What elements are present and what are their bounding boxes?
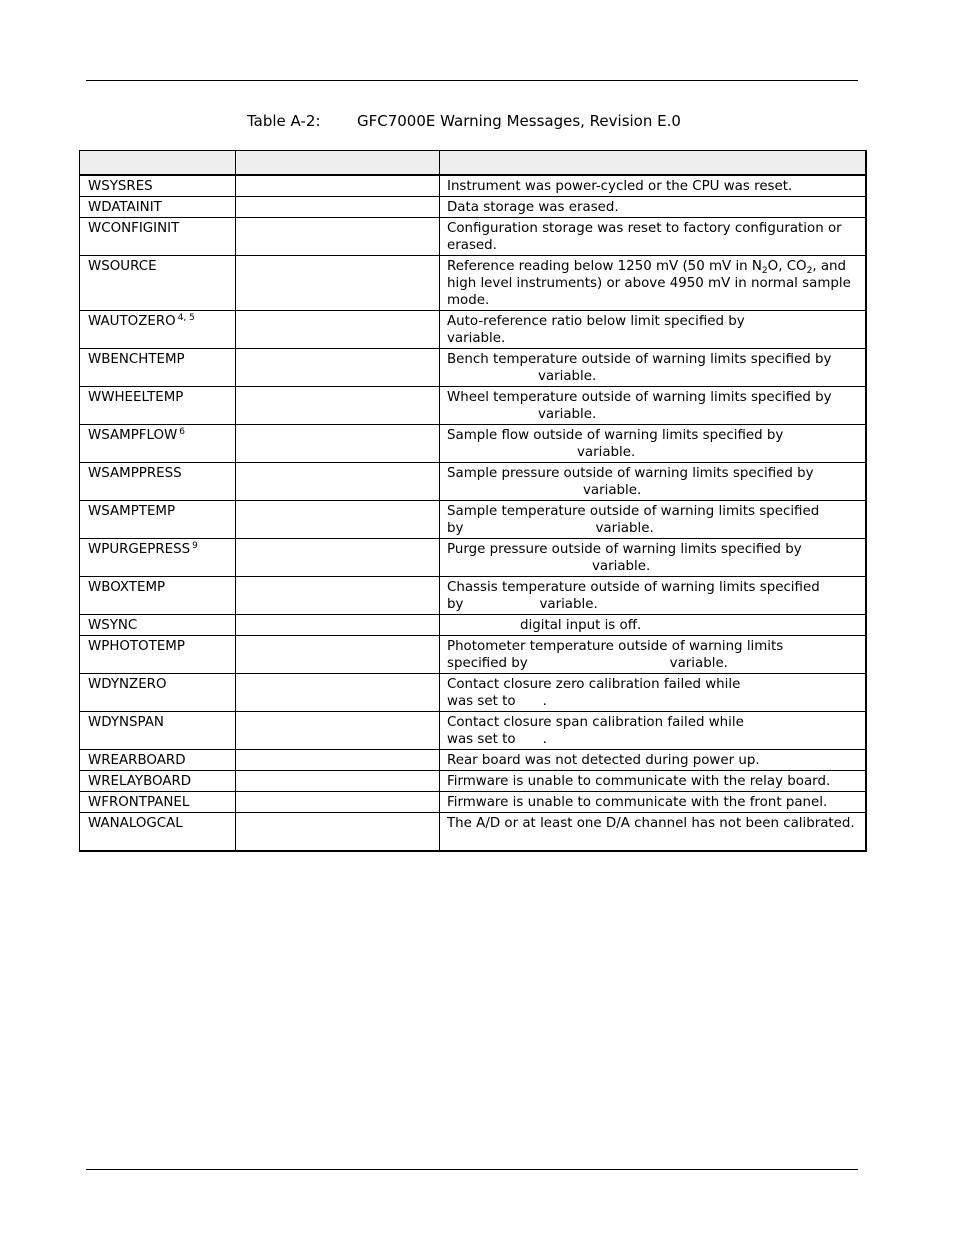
warning-setting-cell xyxy=(236,256,440,311)
warning-description-cell xyxy=(440,636,866,674)
table-row xyxy=(80,712,866,750)
footnote-ref: 9 xyxy=(192,541,198,551)
warning-description: Chassis temperature outside of warning limits specified xyxy=(447,580,820,595)
warning-description-lead: by xyxy=(447,597,464,612)
warning-description-cell xyxy=(440,256,866,311)
warning-name: WWHEELTEMP xyxy=(88,390,184,405)
footer-rule xyxy=(86,1169,858,1170)
warning-description-cell xyxy=(440,463,866,501)
warning-description: Contact closure span calibration failed while xyxy=(447,715,744,730)
footnote-ref: 6 xyxy=(179,427,185,437)
warning-setting-cell xyxy=(236,636,440,674)
warning-description: Contact closure zero calibration failed while xyxy=(447,677,741,692)
table-caption xyxy=(247,112,681,130)
warning-setting-cell xyxy=(236,712,440,750)
warning-setting-cell xyxy=(236,197,440,218)
warning-description-lead: by xyxy=(447,521,464,536)
warning-description-end: variable. xyxy=(538,407,597,422)
warning-description: Firmware is unable to communicate with the front panel. xyxy=(447,795,828,810)
warning-description: Instrument was power-cycled or the CPU was reset. xyxy=(447,179,793,194)
table-row xyxy=(80,771,866,792)
warning-description: The A/D or at least one D/A channel has not been calibrated. xyxy=(447,816,855,831)
warning-description: Sample pressure outside of warning limits specified by xyxy=(447,466,814,481)
warning-setting-cell xyxy=(236,463,440,501)
warning-name-cell xyxy=(80,387,236,425)
warning-description-cell xyxy=(440,792,866,813)
warning-name-cell xyxy=(80,577,236,615)
warning-name-cell xyxy=(80,463,236,501)
warning-description-cell xyxy=(440,615,866,636)
warning-name: WSAMPTEMP xyxy=(88,504,176,519)
warning-name: WDYNZERO xyxy=(88,677,167,692)
warning-name-cell xyxy=(80,218,236,256)
warning-description-lead: was set to xyxy=(447,732,516,747)
warning-description-end: variable. xyxy=(583,483,642,498)
warning-description-cell xyxy=(440,425,866,463)
warning-description-lead: was set to xyxy=(447,694,516,709)
warning-description: Firmware is unable to communicate with the relay board. xyxy=(447,774,831,789)
warning-name-cell xyxy=(80,425,236,463)
table-row xyxy=(80,175,866,197)
warning-description-end: variable. xyxy=(592,559,651,574)
warning-name: WRELAYBOARD xyxy=(88,774,192,789)
warning-name: WREARBOARD xyxy=(88,753,186,768)
warning-setting-cell xyxy=(236,615,440,636)
warning-description-cell xyxy=(440,197,866,218)
warning-description: digital input is off. xyxy=(520,618,642,633)
warning-name-cell xyxy=(80,771,236,792)
warning-description: Wheel temperature outside of warning limits specified by xyxy=(447,390,832,405)
warning-setting-cell xyxy=(236,501,440,539)
warning-name: WSYSRES xyxy=(88,179,153,194)
warning-description-end: variable. xyxy=(595,521,654,536)
warning-description-end: variable. xyxy=(538,369,597,384)
warning-description-cell xyxy=(440,577,866,615)
warning-description-end: variable. xyxy=(447,331,506,346)
table-caption-title: GFC7000E Warning Messages, Revision E.0 xyxy=(357,112,681,130)
warning-name-cell xyxy=(80,615,236,636)
warning-name-cell xyxy=(80,539,236,577)
warning-name-cell xyxy=(80,674,236,712)
warning-name-cell xyxy=(80,501,236,539)
warning-setting-cell xyxy=(236,425,440,463)
warning-description: Photometer temperature outside of warning limits xyxy=(447,639,784,654)
warning-name-cell xyxy=(80,349,236,387)
table-row xyxy=(80,501,866,539)
warning-description-part: , and high level instruments) or above 4950 mV in normal sample mode. xyxy=(447,259,851,308)
warning-messages-table xyxy=(79,150,867,852)
warning-name: WPURGEPRESS xyxy=(88,542,191,557)
warning-description: Rear board was not detected during power up. xyxy=(447,753,760,768)
table-row xyxy=(80,197,866,218)
table-row xyxy=(80,425,866,463)
warning-description-cell xyxy=(440,813,866,852)
warning-name-cell xyxy=(80,311,236,349)
warning-name: WBOXTEMP xyxy=(88,580,166,595)
warning-description-cell xyxy=(440,218,866,256)
warning-description-end: variable. xyxy=(539,597,598,612)
table-row xyxy=(80,792,866,813)
subscript: 2 xyxy=(761,266,768,276)
warning-name-cell xyxy=(80,197,236,218)
subscript: 2 xyxy=(806,266,813,276)
warning-setting-cell xyxy=(236,539,440,577)
table-row xyxy=(80,218,866,256)
warning-name: WSAMPPRESS xyxy=(88,466,182,481)
warning-name: WANALOGCAL xyxy=(88,816,183,831)
warning-description-cell xyxy=(440,387,866,425)
table-row xyxy=(80,387,866,425)
warning-description-cell xyxy=(440,674,866,712)
header-rule xyxy=(86,80,858,81)
warning-name-cell xyxy=(80,175,236,197)
warning-name: WCONFIGINIT xyxy=(88,221,180,236)
warning-description-cell xyxy=(440,349,866,387)
warning-description-end: variable. xyxy=(669,656,728,671)
warning-description-cell xyxy=(440,501,866,539)
warning-description-part: O, CO xyxy=(767,259,807,274)
table-row xyxy=(80,539,866,577)
warning-setting-cell xyxy=(236,750,440,771)
warning-name-cell xyxy=(80,750,236,771)
warning-setting-cell xyxy=(236,577,440,615)
warning-description: Purge pressure outside of warning limits specified by xyxy=(447,542,802,557)
warning-setting-cell xyxy=(236,813,440,852)
table-row xyxy=(80,256,866,311)
table-row xyxy=(80,615,866,636)
warning-setting-cell xyxy=(236,674,440,712)
footnote-ref: 4, 5 xyxy=(177,313,195,323)
warning-description: Auto-reference ratio below limit specified by xyxy=(447,314,745,329)
warning-description-part: Reference reading below 1250 mV (50 mV in N xyxy=(447,259,762,274)
warning-setting-cell xyxy=(236,311,440,349)
warning-name: WFRONTPANEL xyxy=(88,795,190,810)
warning-description-end: . xyxy=(542,694,547,709)
warning-description-end: . xyxy=(542,732,547,747)
warning-name: WDYNSPAN xyxy=(88,715,164,730)
warning-setting-cell xyxy=(236,175,440,197)
warning-description-end: variable. xyxy=(577,445,636,460)
warning-name-cell xyxy=(80,636,236,674)
warning-description: Configuration storage was reset to factory configuration or erased. xyxy=(447,221,842,253)
warning-name: WBENCHTEMP xyxy=(88,352,185,367)
table-header-row xyxy=(80,151,866,176)
warning-description: Sample flow outside of warning limits specified by xyxy=(447,428,784,443)
warning-description-cell xyxy=(440,750,866,771)
warning-description-cell xyxy=(440,175,866,197)
header-cell-setting xyxy=(236,151,440,176)
warning-name-cell xyxy=(80,792,236,813)
table-row xyxy=(80,750,866,771)
table-row xyxy=(80,674,866,712)
warning-description: Bench temperature outside of warning limits specified by xyxy=(447,352,832,367)
warning-description: Sample temperature outside of warning limits specified xyxy=(447,504,820,519)
header-cell-name xyxy=(80,151,236,176)
warning-name: WDATAINIT xyxy=(88,200,162,215)
table-row xyxy=(80,813,866,852)
warning-name: WSAMPFLOW xyxy=(88,428,178,443)
warning-setting-cell xyxy=(236,387,440,425)
warning-setting-cell xyxy=(236,792,440,813)
warning-name: WAUTOZERO xyxy=(88,314,176,329)
table-row xyxy=(80,636,866,674)
warning-name-cell xyxy=(80,813,236,852)
table-row xyxy=(80,349,866,387)
table-caption-number: Table A-2: xyxy=(247,112,321,130)
warning-name-cell xyxy=(80,712,236,750)
warning-description-cell xyxy=(440,771,866,792)
warning-name: WSYNC xyxy=(88,618,138,633)
warning-setting-cell xyxy=(236,218,440,256)
warning-description: Data storage was erased. xyxy=(447,200,619,215)
warning-name: WSOURCE xyxy=(88,259,157,274)
warning-description-cell xyxy=(440,311,866,349)
warning-name-cell xyxy=(80,256,236,311)
warning-description-cell xyxy=(440,539,866,577)
warning-setting-cell xyxy=(236,349,440,387)
header-cell-meaning xyxy=(440,151,866,176)
table-row xyxy=(80,463,866,501)
warning-name: WPHOTOTEMP xyxy=(88,639,185,654)
warning-description-cell xyxy=(440,712,866,750)
warning-setting-cell xyxy=(236,771,440,792)
table-row xyxy=(80,311,866,349)
warning-description-lead: specified by xyxy=(447,656,528,671)
table-row xyxy=(80,577,866,615)
